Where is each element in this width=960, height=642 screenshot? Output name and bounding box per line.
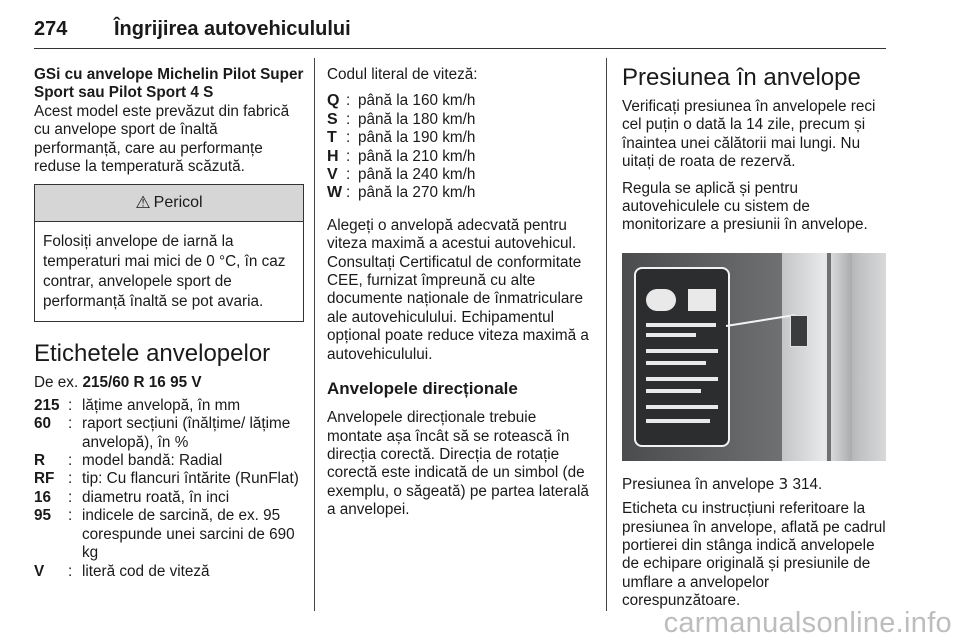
pressure-text-monitoring: Regula se aplică și pentru autovehiculele cu sistem de monitorizare a presiunii în anvelope. bbox=[622, 179, 868, 234]
speed-code-list bbox=[327, 92, 593, 202]
column-right bbox=[622, 66, 890, 611]
definition-key: R bbox=[34, 452, 46, 470]
danger-title: Pericol bbox=[153, 194, 203, 212]
door-edge bbox=[827, 253, 831, 461]
definition-key: 215 bbox=[34, 396, 60, 414]
speed-code-value: până la 240 km/h bbox=[358, 166, 476, 184]
example-code: 215/60 R 16 95 V bbox=[82, 374, 202, 392]
speed-code-key: Q bbox=[327, 92, 340, 110]
gsi-text: Acest model este prevăzut din fabrică cu anvelope sport de înaltă performanță, care au performanțe reduse la temperatură scăzută. bbox=[34, 102, 290, 176]
tyre-pressure-label-illustration bbox=[622, 253, 886, 461]
speed-code-row: S : până la 180 km/h bbox=[327, 110, 476, 128]
definition-value: lățime anvelopă, în mm bbox=[82, 396, 241, 414]
definition-key: 60 bbox=[34, 415, 52, 433]
definition-row: 215 : lățime anvelopă, în mm bbox=[34, 397, 304, 415]
speed-code-row: T : până la 190 km/h bbox=[327, 129, 476, 147]
example-prefix: De ex. bbox=[34, 374, 79, 392]
column-middle bbox=[327, 66, 593, 520]
speed-code-value: până la 180 km/h bbox=[358, 110, 476, 128]
definition-row: RF : tip: Cu flancuri întărite (RunFlat) bbox=[34, 470, 304, 488]
definition-value: tip: Cu flancuri întărite (RunFlat) bbox=[82, 470, 299, 488]
danger-box bbox=[34, 184, 304, 322]
column-divider bbox=[606, 58, 607, 611]
speed-code-key: W bbox=[327, 184, 343, 202]
tyre-code-definitions bbox=[34, 397, 304, 581]
definition-value: model bandă: Radial bbox=[82, 452, 223, 470]
label-location-marker bbox=[790, 315, 808, 347]
definition-row: V : literă cod de viteză bbox=[34, 563, 304, 581]
page-header bbox=[34, 18, 886, 49]
example-line bbox=[34, 374, 304, 392]
chapter-title: Îngrijirea autovehiculului bbox=[114, 18, 351, 40]
choose-tyre-text: Alegeți o anvelopă adecvată pentru viteza maximă a acestui autovehicul. Consultați Certificatul de conformitate CEE, furnizat împreună cu alte documente naționale de înmatriculare ale autovehiculului. Echipamentul opțional poate reduce viteza maximă a autovehiculului. bbox=[327, 216, 589, 363]
speed-code-key: V bbox=[327, 166, 338, 184]
speed-code-key: S bbox=[327, 110, 338, 128]
page-reference-arrow-icon: 3 bbox=[778, 474, 789, 493]
definition-row: 16 : diametru roată, în inci bbox=[34, 489, 304, 507]
danger-text: Folosiți anvelope de iarnă la temperaturi mai mici de 0 °C, în caz contrar, anvelopele sport de performanță înaltă se pot avaria. bbox=[43, 233, 286, 311]
speed-code-value: până la 190 km/h bbox=[358, 129, 476, 147]
watermark: carmanualsonline.info bbox=[663, 607, 952, 639]
definition-key: 95 bbox=[34, 507, 52, 525]
column-left bbox=[34, 66, 304, 581]
pressure-heading: Presiunea în anvelope bbox=[622, 64, 861, 91]
definition-row: 95 : indicele de sarcină, de ex. 95 corespunde unei sarcini de 690 kg bbox=[34, 507, 304, 562]
definition-row: 60 : raport secțiuni (înălțime/ lățime anvelopă), în % bbox=[34, 415, 304, 452]
directional-heading: Anvelopele direcționale bbox=[327, 379, 518, 399]
speed-code-row: V : până la 240 km/h bbox=[327, 166, 476, 184]
speed-intro: Codul literal de viteză: bbox=[327, 66, 478, 83]
speed-code-row: Q : până la 160 km/h bbox=[327, 92, 476, 110]
danger-header bbox=[35, 185, 303, 222]
labels-heading: Etichetele anvelopelor bbox=[34, 340, 271, 368]
definition-value: raport secțiuni (înălțime/ lățime anvelopă), în % bbox=[82, 415, 291, 451]
pressure-label-sticker bbox=[634, 267, 730, 447]
speed-code-row: H : până la 210 km/h bbox=[327, 147, 476, 165]
reference-page: 314. bbox=[792, 475, 823, 493]
definition-value: indicele de sarcină, de ex. 95 corespunde unei sarcini de 690 kg bbox=[82, 507, 295, 562]
speed-code-row: W : până la 270 km/h bbox=[327, 184, 476, 202]
warning-triangle-icon: ⚠ bbox=[135, 193, 151, 213]
gsi-heading: GSi cu anvelope Michelin Pilot Super Sport sau Pilot Sport 4 S bbox=[34, 66, 304, 102]
definition-key: 16 bbox=[34, 488, 52, 506]
label-location-text: Eticheta cu instrucțiuni referitoare la presiunea în anvelope, aflată pe cadrul portierei din stânga indică anvelopele de echipare originală și presiunile de umflare a anvelopelor corespunzătoare. bbox=[622, 500, 886, 610]
definition-row: R : model bandă: Radial bbox=[34, 452, 304, 470]
definition-value: literă cod de viteză bbox=[82, 562, 210, 580]
definition-key: RF bbox=[34, 470, 55, 488]
reference-text: Presiunea în anvelope bbox=[622, 475, 775, 493]
door-pillar bbox=[782, 253, 852, 461]
speed-code-value: până la 160 km/h bbox=[358, 92, 476, 110]
speed-code-value: până la 210 km/h bbox=[358, 147, 476, 165]
speed-code-key: H bbox=[327, 147, 339, 165]
pressure-text-check: Verificați presiunea în anvelopele reci cel puțin o dată la 14 zile, precum și înaintea unei călătorii mai lungi. Nu uitați de roata de rezervă. bbox=[622, 98, 876, 171]
pressure-reference bbox=[622, 475, 890, 494]
speed-code-key: T bbox=[327, 129, 337, 147]
speed-code-value: până la 270 km/h bbox=[358, 184, 476, 202]
column-divider bbox=[314, 58, 315, 611]
page-number: 274 bbox=[34, 18, 68, 40]
definition-key: V bbox=[34, 562, 45, 580]
definition-value: diametru roată, în inci bbox=[82, 488, 230, 506]
directional-text: Anvelopele direcționale trebuie montate așa încât să se rotească în direcția corectă. Direcția de rotație corectă este indicată de un simbol (de exemplu, o săgeată) pe partea laterală a anvelopei. bbox=[327, 409, 589, 519]
